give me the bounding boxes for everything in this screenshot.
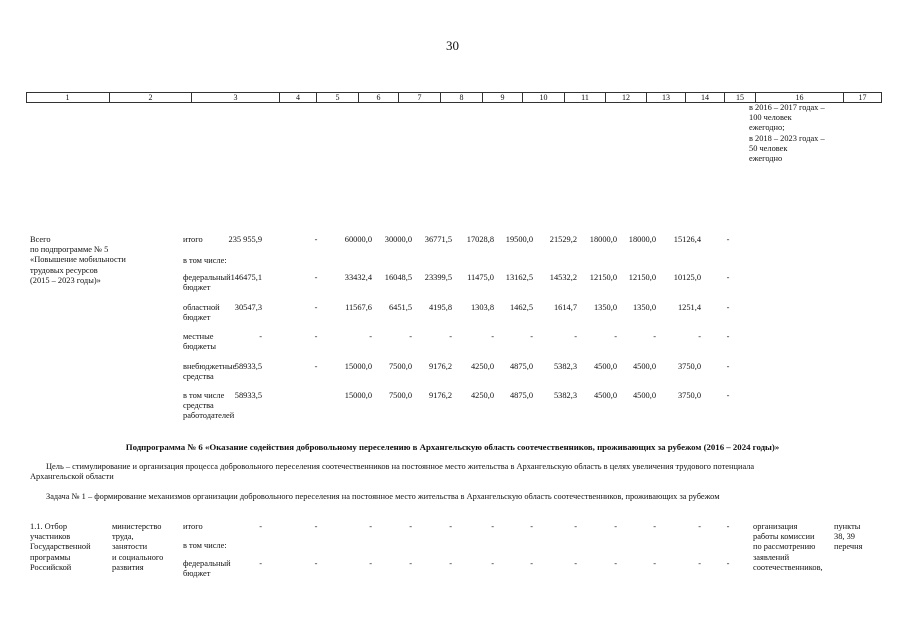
- funding-source: [183, 541, 227, 551]
- col16-text-line: ежегодно;: [749, 123, 785, 133]
- funding-source-line: федеральный: [183, 559, 231, 568]
- value-cell: -: [491, 559, 494, 568]
- column-header-2: 2: [109, 93, 191, 102]
- value-cell: -: [259, 522, 262, 531]
- value-cell: 9176,2: [428, 391, 452, 400]
- value-cell: 30000,0: [384, 235, 412, 244]
- value-cell: 18000,0: [589, 235, 617, 244]
- item-col16-line: работы комиссии: [753, 532, 815, 542]
- value-cell: 60000,0: [344, 235, 372, 244]
- value-cell: -: [698, 522, 701, 531]
- value-cell: -: [314, 332, 318, 341]
- value-cell: 21529,2: [549, 235, 577, 244]
- subprogram5-name: [30, 235, 126, 286]
- value-cell: 15000,0: [344, 362, 372, 371]
- value-cell: -: [614, 522, 617, 531]
- value-cell: -: [653, 332, 656, 341]
- column-header-12: 12: [605, 93, 646, 102]
- value-cell: -: [449, 559, 452, 568]
- column-header-15: 15: [724, 93, 755, 102]
- value-cell: 1251,4: [677, 303, 701, 312]
- col16-text-line: в 2018 – 2023 годах –: [749, 133, 825, 143]
- funding-source-line: бюджет: [183, 313, 211, 323]
- value-cell: -: [574, 559, 577, 568]
- value-cell: -: [314, 303, 318, 312]
- value-cell: -: [614, 559, 617, 568]
- item-name-line: участников: [30, 532, 71, 542]
- value-cell: 15000,0: [344, 391, 372, 400]
- funding-source-line: итого: [183, 522, 203, 531]
- item-col17-line: пункты: [834, 522, 861, 531]
- value-cell: 11475,0: [467, 273, 494, 282]
- column-header-16: 16: [755, 93, 843, 102]
- value-cell: 5382,3: [553, 391, 577, 400]
- value-cell: 7500,0: [388, 391, 412, 400]
- goal-line2: Архангельской области: [30, 472, 114, 481]
- funding-source-line: областной: [183, 303, 220, 312]
- value-cell: -: [726, 273, 730, 282]
- column-header-10: 10: [522, 93, 564, 102]
- executor: [112, 522, 163, 573]
- executor-line: и социального: [112, 552, 164, 562]
- item-name-line: Российской: [30, 562, 72, 572]
- value-cell: 17028,8: [466, 235, 494, 244]
- value-cell: 12150,0: [628, 273, 656, 282]
- value-cell: -: [726, 391, 730, 400]
- value-cell: 4195,8: [428, 303, 452, 312]
- value-cell: 58933,5: [234, 362, 262, 371]
- value-cell: -: [259, 332, 262, 341]
- value-cell: 1614,7: [553, 303, 577, 312]
- column-header-1: 1: [65, 93, 70, 102]
- column-header-8: 8: [440, 93, 482, 102]
- item-col17-line: 38, 39: [834, 532, 855, 542]
- funding-source-line: в том числе: [183, 391, 225, 400]
- subprogram5-name-line: по подпрограмме № 5: [30, 245, 109, 255]
- value-cell: -: [491, 332, 494, 341]
- value-cell: 4500,0: [593, 362, 617, 371]
- column-header-9: 9: [482, 93, 522, 102]
- item-col17-line: перечня: [834, 542, 863, 552]
- task-line: Задача № 1 – формирование механизмов организации добровольного переселения на постоянное место жительства в Архангельскую область соотечественников, проживающих за рубежом: [46, 492, 720, 501]
- executor-line: развития: [112, 562, 144, 572]
- col16-text-line: 50 человек: [749, 143, 788, 153]
- value-cell: -: [726, 332, 730, 341]
- value-cell: -: [409, 522, 412, 531]
- value-cell: -: [698, 332, 701, 341]
- column-header-3: 3: [191, 93, 279, 102]
- funding-source-line: бюджет: [183, 283, 211, 293]
- value-cell: 4875,0: [509, 362, 533, 371]
- executor-line: министерство: [112, 522, 162, 531]
- executor-line: труда,: [112, 532, 134, 542]
- value-cell: -: [530, 559, 533, 568]
- value-cell: 9176,2: [428, 362, 452, 371]
- item-col16: [753, 522, 823, 573]
- value-cell: 5382,3: [553, 362, 577, 371]
- value-cell: 58933,5: [234, 391, 262, 400]
- value-cell: 10125,0: [673, 273, 701, 282]
- value-cell: 14532,2: [549, 273, 577, 282]
- column-header-7: 7: [398, 93, 440, 102]
- value-cell: 12150,0: [589, 273, 617, 282]
- funding-source-line: бюджет: [183, 569, 211, 579]
- value-cell: 1350,0: [593, 303, 617, 312]
- value-cell: 3750,0: [677, 362, 701, 371]
- value-cell: -: [574, 522, 577, 531]
- value-cell: -: [530, 332, 533, 341]
- value-cell: 36771,5: [424, 235, 452, 244]
- value-cell: 4250,0: [470, 362, 494, 371]
- item-name: [30, 522, 91, 573]
- value-cell: -: [314, 559, 318, 568]
- value-cell: 6451,5: [388, 303, 412, 312]
- funding-source-line: бюджеты: [183, 342, 217, 352]
- value-cell: -: [726, 362, 730, 371]
- value-cell: -: [409, 559, 412, 568]
- column-header-5: 5: [316, 93, 358, 102]
- item-name-line: 1.1. Отбор: [30, 522, 68, 531]
- value-cell: -: [653, 559, 656, 568]
- column-header-14: 14: [685, 93, 724, 102]
- item-col16-line: организация: [753, 522, 798, 531]
- value-cell: 33432,4: [344, 273, 372, 282]
- value-cell: -: [369, 332, 372, 341]
- value-cell: 19500,0: [505, 235, 533, 244]
- funding-source: [183, 522, 203, 532]
- subprogram5-name-line: Всего: [30, 235, 51, 244]
- funding-source-line: внебюджетные: [183, 362, 237, 371]
- subprogram5-name-line: (2015 – 2023 годы)»: [30, 275, 101, 285]
- value-cell: 16048,5: [384, 273, 412, 282]
- goal-line1: Цель – стимулирование и организация процесса добровольного переселения соотечественников на постоянное место жительства в Архангельскую область в целях увеличения трудового потенциала: [46, 462, 755, 471]
- value-cell: -: [314, 522, 318, 531]
- value-cell: -: [491, 522, 494, 531]
- value-cell: -: [726, 303, 730, 312]
- value-cell: -: [574, 332, 577, 341]
- funding-source-line: федеральный: [183, 273, 231, 282]
- column-header-6: 6: [358, 93, 398, 102]
- value-cell: -: [653, 522, 656, 531]
- carryover-col16: [749, 103, 825, 164]
- value-cell: -: [409, 332, 412, 341]
- value-cell: 146475,1: [230, 273, 262, 282]
- value-cell: -: [314, 235, 318, 244]
- funding-source-line: в том числе:: [183, 541, 227, 550]
- value-cell: -: [259, 559, 262, 568]
- column-header-11: 11: [564, 93, 605, 102]
- item-col16-line: заявлений: [753, 552, 790, 562]
- value-cell: -: [314, 273, 318, 282]
- value-cell: 4500,0: [593, 391, 617, 400]
- value-cell: -: [698, 559, 701, 568]
- value-cell: -: [614, 332, 617, 341]
- value-cell: 3750,0: [677, 391, 701, 400]
- value-cell: 23399,5: [424, 273, 452, 282]
- funding-source-line: работодателей: [183, 411, 235, 421]
- column-header-4: 4: [279, 93, 316, 102]
- funding-source: [183, 235, 203, 245]
- column-header-row: [26, 92, 882, 103]
- subprogram5-name-line: «Повышение мобильности: [30, 255, 126, 265]
- value-cell: 235 955,9: [228, 235, 262, 244]
- col16-text-line: в 2016 – 2017 годах –: [749, 103, 825, 112]
- column-header-13: 13: [646, 93, 685, 102]
- value-cell: -: [369, 522, 372, 531]
- value-cell: 1350,0: [632, 303, 656, 312]
- col16-text-line: ежегодно: [749, 154, 783, 164]
- column-header-17: 17: [843, 93, 881, 102]
- value-cell: 18000,0: [628, 235, 656, 244]
- value-cell: -: [726, 522, 730, 531]
- value-cell: -: [449, 522, 452, 531]
- value-cell: 11567,6: [345, 303, 372, 312]
- value-cell: -: [726, 235, 730, 244]
- item-col16-line: соотечественников,: [753, 562, 823, 572]
- value-cell: 1303,8: [470, 303, 494, 312]
- value-cell: -: [726, 559, 730, 568]
- executor-line: занятости: [112, 542, 148, 552]
- value-cell: 7500,0: [388, 362, 412, 371]
- funding-source-line: средства: [183, 372, 214, 382]
- funding-source-line: средства: [183, 401, 214, 411]
- item-name-line: Государственной: [30, 542, 91, 552]
- value-cell: 30547,3: [234, 303, 262, 312]
- funding-source-line: местные: [183, 332, 214, 341]
- item-col16-line: по рассмотрению: [753, 542, 816, 552]
- value-cell: 1462,5: [509, 303, 533, 312]
- value-cell: 4500,0: [632, 391, 656, 400]
- value-cell: -: [369, 559, 372, 568]
- funding-source-line: итого: [183, 235, 203, 244]
- value-cell: 4875,0: [509, 391, 533, 400]
- value-cell: -: [530, 522, 533, 531]
- value-cell: 4250,0: [470, 391, 494, 400]
- item-name-line: программы: [30, 552, 71, 562]
- funding-source-line: в том числе:: [183, 256, 227, 265]
- value-cell: -: [449, 332, 452, 341]
- value-cell: 13162,5: [505, 273, 533, 282]
- subprogram6-title: Подпрограмма № 6 «Оказание содействия добровольному переселению в Архангельскую область соотечественников, проживающих за рубежом (2016 – 2024 годы)»: [125, 442, 780, 452]
- col16-text-line: 100 человек: [749, 113, 792, 123]
- subprogram5-name-line: трудовых ресурсов: [30, 265, 98, 275]
- page-number: 30: [446, 38, 459, 53]
- value-cell: -: [314, 362, 318, 371]
- item-col17: [834, 522, 862, 553]
- value-cell: 15126,4: [673, 235, 701, 244]
- funding-source: [183, 256, 227, 266]
- value-cell: 4500,0: [632, 362, 656, 371]
